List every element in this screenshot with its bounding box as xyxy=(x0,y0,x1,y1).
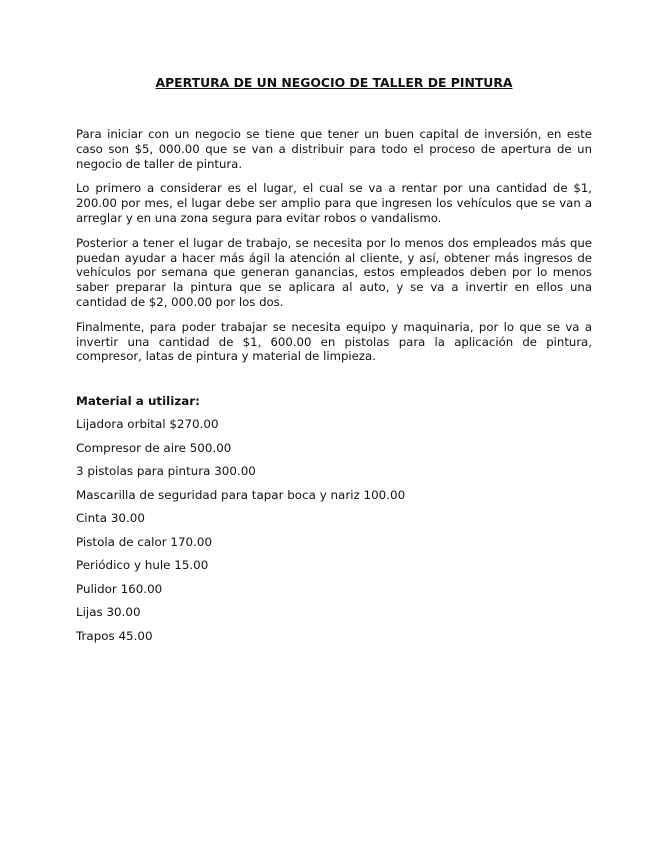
materials-heading: Material a utilizar: xyxy=(76,394,200,409)
materials-list xyxy=(76,417,592,643)
material-item: 3 pistolas para pintura 300.00 xyxy=(76,464,256,479)
document-title: APERTURA DE UN NEGOCIO DE TALLER DE PINTURA xyxy=(155,75,513,90)
material-item: Pistola de calor 170.00 xyxy=(76,534,213,549)
material-item: Mascarilla de seguridad para tapar boca y nariz 100.00 xyxy=(76,487,406,502)
material-item: Pulidor 160.00 xyxy=(76,581,163,596)
paragraph-equipment: Finalmente, para poder trabajar se necesita equipo y maquinaria, por lo que se va a invertir una cantidad de $1, 600.00 en pistolas para la aplicación de pintura, compresor, latas de pintura y material de limpieza. xyxy=(76,319,592,364)
material-item: Lijas 30.00 xyxy=(76,605,141,620)
paragraph-location: Lo primero a considerar es el lugar, el cual se va a rentar por una cantidad de $1, 200.00 por mes, el lugar debe ser amplio para que ingresen los vehículos que se van a arreglar y en una zona segura para evitar robos o vandalismo. xyxy=(76,181,592,225)
document-page xyxy=(76,75,592,652)
material-item: Trapos 45.00 xyxy=(76,628,153,643)
paragraph-investment: Para iniciar con un negocio se tiene que tener un buen capital de inversión, en este caso son $5, 000.00 que se van a distribuir para todo el proceso de apertura de un negocio de taller de pintura. xyxy=(76,127,592,171)
paragraph-employees: Posterior a tener el lugar de trabajo, se necesita por lo menos dos empleados más que puedan ayudar a hacer más ágil la atención al cliente, y así, obtener más ingresos de vehículos por semana que generan ganancias, estos empleados deben por lo menos saber preparar la pintura que se aplicara al auto, y se va a invertir en ellos una cantidad de $2, 000.00 por los dos. xyxy=(76,235,592,309)
material-item: Compresor de aire 500.00 xyxy=(76,440,232,455)
material-item: Periódico y hule 15.00 xyxy=(76,558,209,573)
material-item: Lijadora orbital $270.00 xyxy=(76,417,219,432)
material-item: Cinta 30.00 xyxy=(76,511,145,526)
